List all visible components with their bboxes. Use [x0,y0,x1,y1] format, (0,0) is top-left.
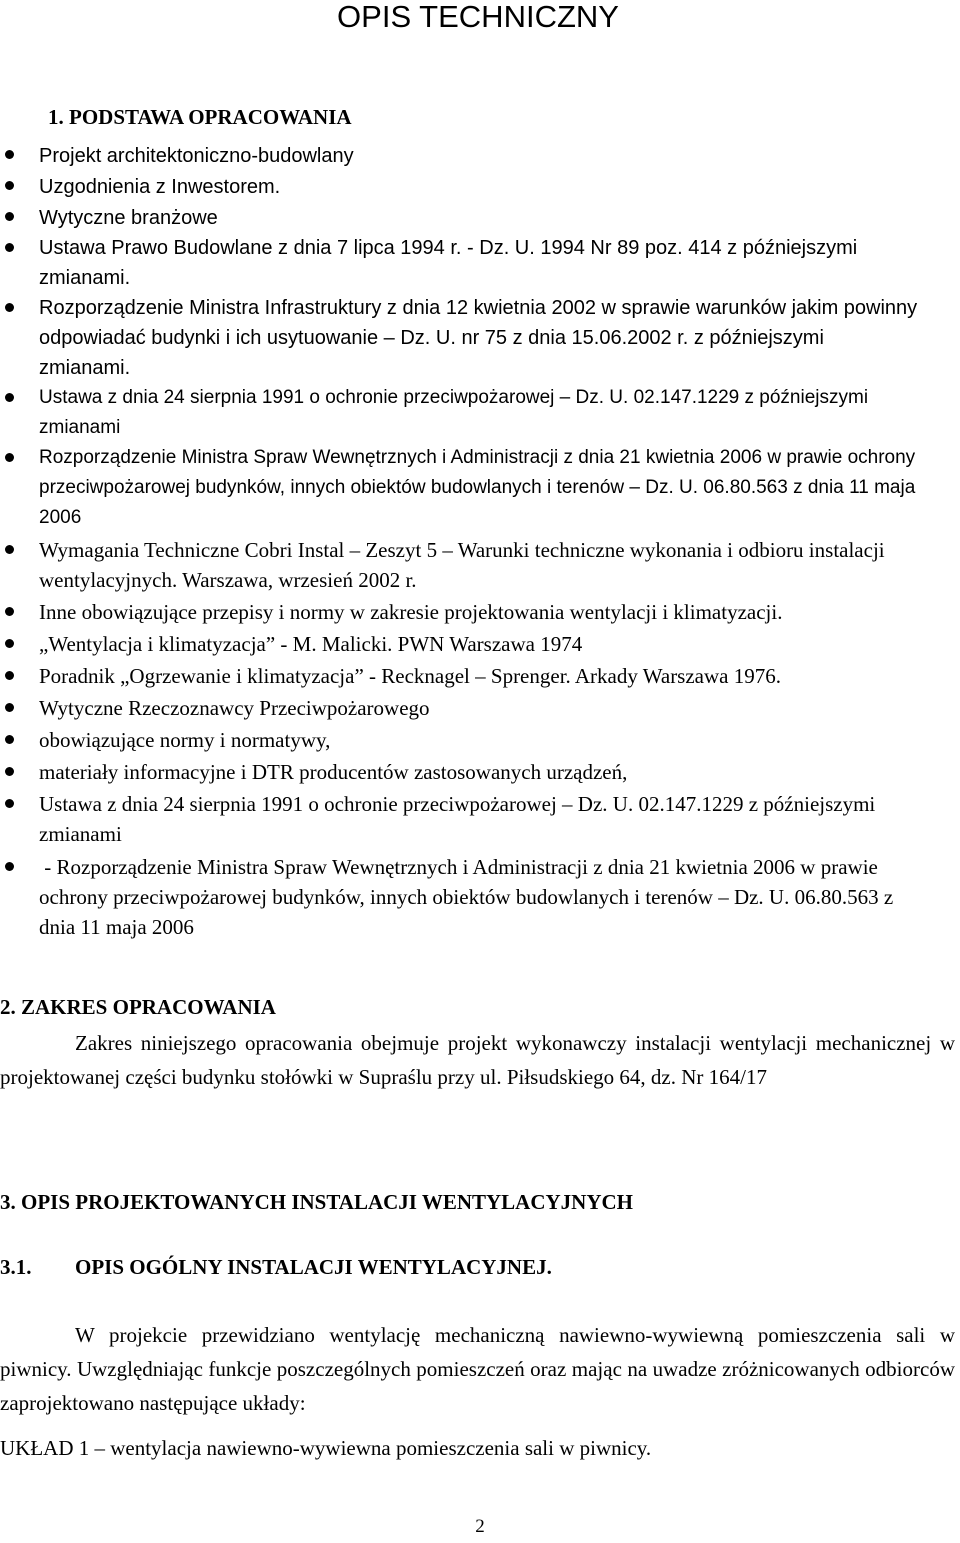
bullet-icon [5,212,14,221]
list-item: Wymagania Techniczne Cobri Instal – Zeszyt 5 – Warunki techniczne wykonania i odbioru instalacji wentylacyjnych. Warszawa, wrzesień 2002 r. [39,535,939,595]
bullet-icon [5,735,14,744]
bullet-icon [5,453,14,462]
uklad-1-line: UKŁAD 1 – wentylacja nawiewno-wywiewna pomieszczenia sali w piwnicy. [0,1436,652,1460]
section-3-heading: 3. OPIS PROJEKTOWANYCH INSTALACJI WENTYLACYJNYCH [0,1190,634,1214]
list-item: Projekt architektoniczno-budowlany [39,140,959,171]
page-number: 2 [475,1516,485,1537]
bullet-icon [5,303,14,312]
references-list [39,140,959,942]
bullet-icon [5,181,14,190]
list-item: materiały informacyjne i DTR producentów zastosowanych urządzeń, [39,757,959,787]
list-item: Wytyczne Rzeczoznawcy Przeciwpożarowego [39,693,959,723]
page-title: OPIS TECHNICZNY [337,0,619,34]
bullet-icon [5,799,14,808]
section-2-paragraph: Zakres niniejszego opracowania obejmuje projekt wykonawczy instalacji wentylacji mechanicznej w projektowanej części budynku stołówki w Supraślu przy ul. Piłsudskiego 64, dz. Nr 164/17 [0,1031,955,1089]
subsection-3-1-title: OPIS OGÓLNY INSTALACJI WENTYLACYJNEJ. [75,1255,552,1279]
list-item: Wytyczne branżowe [39,202,959,233]
bullet-icon [5,671,14,680]
list-item: „Wentylacja i klimatyzacja” - M. Malicki. PWN Warszawa 1974 [39,629,959,659]
bullet-icon [5,607,14,616]
list-item: - Rozporządzenie Ministra Spraw Wewnętrznych i Administracji z dnia 21 kwietnia 2006 w prawie ochrony przeciwpożarowej budynków, innych obiektów budowlanych i terenów – Dz. U. 06.80.563 z dnia 11 maja 2006 [39,852,929,942]
list-item: Ustawa Prawo Budowlane z dnia 7 lipca 1994 r. - Dz. U. 1994 Nr 89 poz. 414 z późniejszymi zmianami. [39,233,859,293]
list-item: Rozporządzenie Ministra Spraw Wewnętrznych i Administracji z dnia 21 kwietnia 2006 w prawie ochrony przeciwpożarowej budynków, innych obiektów budowlanych i terenów – Dz. U. 06.80.563 z dnia 11 maja 2006 [39,443,959,533]
section-1-heading: 1. PODSTAWA OPRACOWANIA [48,105,352,129]
subsection-3-1-number: 3.1. [0,1255,32,1279]
bullet-icon [5,545,14,554]
bullet-icon [5,862,14,871]
bullet-icon [5,703,14,712]
bullet-icon [5,243,14,252]
list-item: Inne obowiązujące przepisy i normy w zakresie projektowania wentylacji i klimatyzacji. [39,597,959,627]
list-item: Poradnik „Ogrzewanie i klimatyzacja” - Recknagel – Sprenger. Arkady Warszawa 1976. [39,661,959,691]
list-item: Ustawa z dnia 24 sierpnia 1991 o ochronie przeciwpożarowej – Dz. U. 02.147.1229 z późniejszymi zmianami [39,383,939,443]
list-item: Uzgodnienia z Inwestorem. [39,171,959,202]
bullet-icon [5,150,14,159]
bullet-icon [5,639,14,648]
list-item: obowiązujące normy i normatywy, [39,725,959,755]
list-item: Rozporządzenie Ministra Infrastruktury z dnia 12 kwietnia 2002 w sprawie warunków jakim powinny odpowiadać budynki i ich usytuowanie – Dz. U. nr 75 z dnia 15.06.2002 r. z późniejszymi zmianami. [39,293,919,383]
section-2-heading: 2. ZAKRES OPRACOWANIA [0,995,276,1019]
section-3-paragraph: W projekcie przewidziano wentylację mechaniczną nawiewno-wywiewną pomieszczenia sali w piwnicy. Uwzględniając funkcje poszczególnych pomieszczeń oraz mając na uwadze zróżnicowanych odbiorców zaprojektowano następujące układy: [0,1323,955,1415]
list-item: Ustawa z dnia 24 sierpnia 1991 o ochronie przeciwpożarowej – Dz. U. 02.147.1229 z późniejszymi zmianami [39,789,919,849]
bullet-icon [5,767,14,776]
bullet-icon [5,393,14,402]
